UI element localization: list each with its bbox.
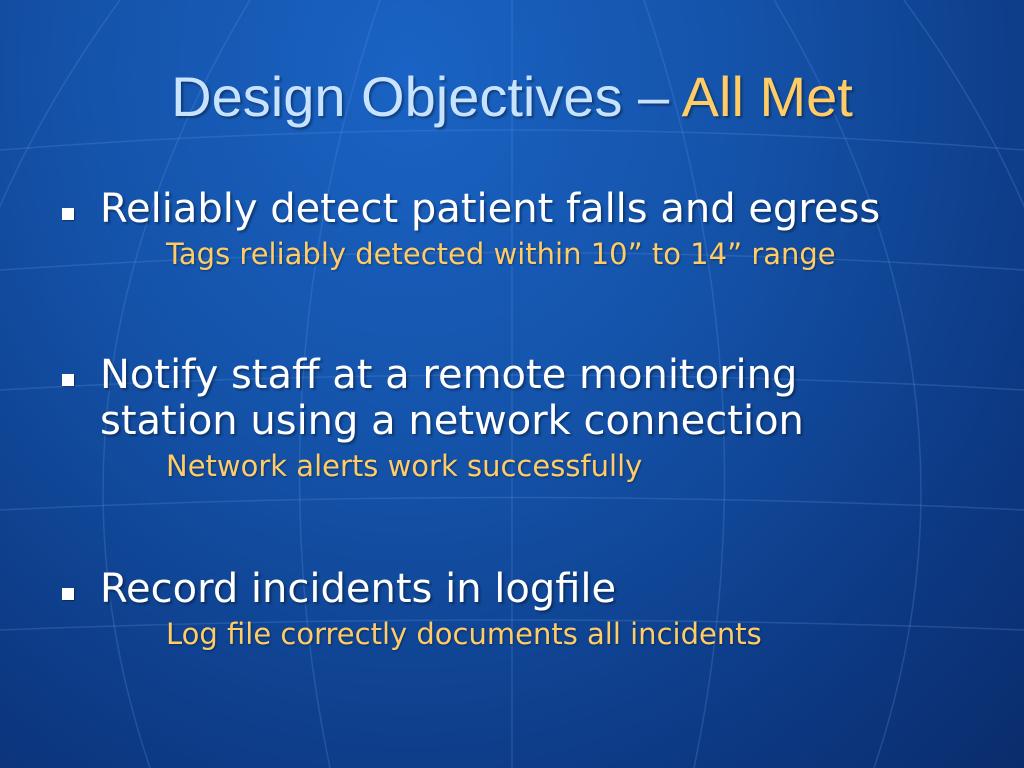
bullet-text: Record incidents in logfile — [100, 566, 617, 612]
bullet-item-3 — [62, 566, 1012, 652]
title-highlight-text: All Met — [681, 65, 853, 128]
sub-bullet-text: Log file correctly documents all incidents — [166, 617, 762, 651]
square-bullet-icon — [62, 374, 74, 386]
slide-title — [0, 62, 1024, 132]
bullet-text: Notify staff at a remote monitoring station using a network connection — [100, 352, 804, 444]
square-bullet-icon — [62, 208, 74, 220]
bullet-item-1 — [62, 186, 1012, 272]
title-main-text: Design Objectives – — [171, 65, 682, 128]
bullet-item-2 — [62, 352, 1012, 484]
sub-bullet-text: Tags reliably detected within 10” to 14” range — [166, 237, 836, 271]
bullet-text: Reliably detect patient falls and egress — [100, 186, 881, 232]
square-bullet-icon — [62, 588, 74, 600]
sub-bullet-text: Network alerts work successfully — [166, 449, 643, 483]
